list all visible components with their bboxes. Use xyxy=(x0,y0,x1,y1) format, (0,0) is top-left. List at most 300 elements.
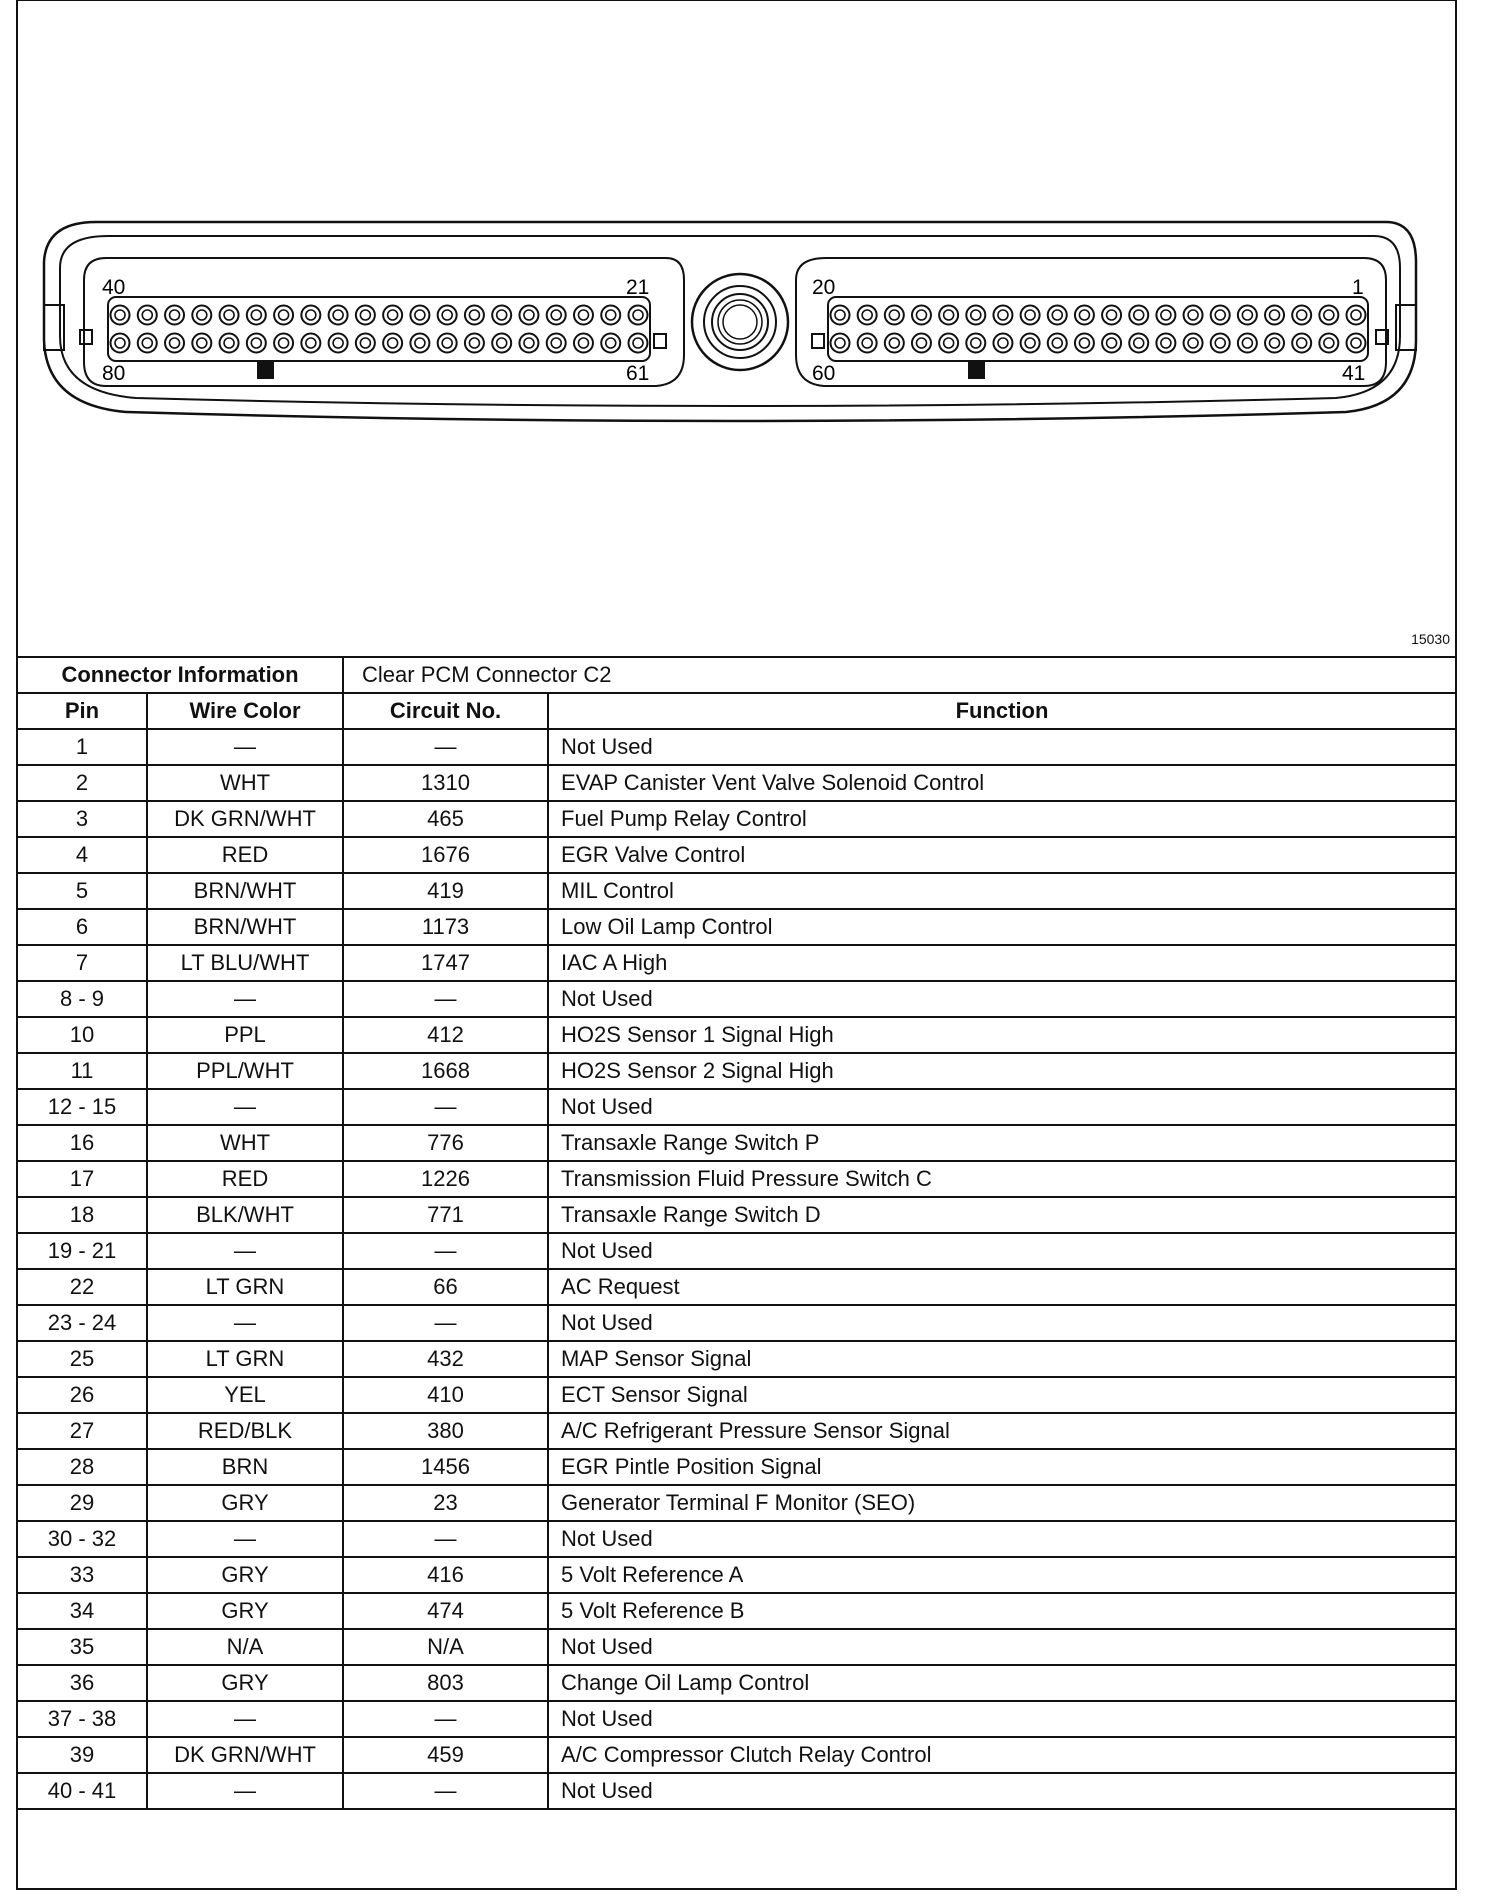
pin-cavity-inner xyxy=(497,338,507,348)
wire-color-cell: N/A xyxy=(147,1629,343,1665)
table-row xyxy=(17,909,1456,945)
pin-cavity xyxy=(438,334,457,353)
pin-cavity xyxy=(138,306,157,325)
pin-cavity-inner xyxy=(1215,338,1225,348)
pin-cavity-inner xyxy=(524,310,534,320)
pin-cavity-inner xyxy=(1134,310,1144,320)
pin-cavity xyxy=(1319,334,1338,353)
pin-cavity-inner xyxy=(1351,310,1361,320)
pin-cavity-inner xyxy=(1161,310,1171,320)
label-pin-40: 40 xyxy=(102,276,126,299)
pin-cavity-inner xyxy=(415,338,425,348)
header-row xyxy=(17,693,1456,729)
pin-cell: 34 xyxy=(17,1593,147,1629)
pin-cavity xyxy=(1156,306,1175,325)
center-post xyxy=(692,274,788,370)
pin-cavity-inner xyxy=(606,338,616,348)
pin-cavity-inner xyxy=(360,310,370,320)
pin-cavity xyxy=(885,334,904,353)
wire-color-cell: — xyxy=(147,1773,343,1809)
circuit-cell: — xyxy=(343,981,548,1017)
table-row xyxy=(17,1233,1456,1269)
circuit-cell: 432 xyxy=(343,1341,548,1377)
pin-cell: 29 xyxy=(17,1485,147,1521)
pin-cell: 12 - 15 xyxy=(17,1089,147,1125)
pin-cavity-inner xyxy=(115,310,125,320)
pin-cavity xyxy=(1319,306,1338,325)
pin-cavity xyxy=(274,334,293,353)
pin-cell: 39 xyxy=(17,1737,147,1773)
wire-color-cell: — xyxy=(147,1233,343,1269)
circuit-cell: 465 xyxy=(343,801,548,837)
wire-color-cell: PPL xyxy=(147,1017,343,1053)
pin-cavity xyxy=(111,334,130,353)
pin-cavity xyxy=(858,306,877,325)
table-row xyxy=(17,1269,1456,1305)
pin-cavity-inner xyxy=(524,338,534,348)
circuit-cell: — xyxy=(343,1233,548,1269)
pin-cavity-inner xyxy=(578,338,588,348)
pin-cavity xyxy=(912,306,931,325)
pin-cavity-inner xyxy=(862,338,872,348)
wire-color-cell: — xyxy=(147,1089,343,1125)
circuit-cell: 1456 xyxy=(343,1449,548,1485)
pin-cavity xyxy=(383,306,402,325)
pin-cavity-inner xyxy=(916,310,926,320)
left-pin-block xyxy=(84,258,684,386)
wire-color-cell: RED/BLK xyxy=(147,1413,343,1449)
pin-cavity-inner xyxy=(551,338,561,348)
table-row xyxy=(17,1773,1456,1809)
pin-cell: 4 xyxy=(17,837,147,873)
wire-color-cell: BRN/WHT xyxy=(147,873,343,909)
circuit-cell: — xyxy=(343,1521,548,1557)
pin-cell: 6 xyxy=(17,909,147,945)
pin-cavity xyxy=(356,306,375,325)
pin-cell: 3 xyxy=(17,801,147,837)
header-pin: Pin xyxy=(17,693,147,729)
table-row xyxy=(17,801,1456,837)
wire-color-cell: — xyxy=(147,729,343,765)
pin-cavity xyxy=(247,334,266,353)
pin-cavity xyxy=(1102,306,1121,325)
pin-cavity-inner xyxy=(306,338,316,348)
pin-cell: 17 xyxy=(17,1161,147,1197)
pin-cavity xyxy=(438,306,457,325)
connector-info-label: Connector Information xyxy=(17,657,343,693)
pin-cavity-inner xyxy=(971,338,981,348)
pin-cavity xyxy=(547,306,566,325)
pin-cavity-inner xyxy=(1161,338,1171,348)
wire-color-cell: BRN xyxy=(147,1449,343,1485)
label-pin-60: 60 xyxy=(812,362,836,385)
circuit-cell: 1676 xyxy=(343,837,548,873)
pin-cavity-inner xyxy=(916,338,926,348)
function-cell: Not Used xyxy=(548,1701,1456,1737)
pin-cavity xyxy=(574,334,593,353)
pin-cavity-inner xyxy=(606,310,616,320)
pin-cavity xyxy=(601,306,620,325)
pin-cell: 25 xyxy=(17,1341,147,1377)
function-cell: Not Used xyxy=(548,1629,1456,1665)
pin-cavity-inner xyxy=(170,310,180,320)
figure-id: 15030 xyxy=(1411,631,1450,647)
pin-cavity-inner xyxy=(1188,338,1198,348)
pin-cavity-inner xyxy=(998,338,1008,348)
pin-cavity xyxy=(192,306,211,325)
table-row xyxy=(17,837,1456,873)
pin-cavity xyxy=(1075,306,1094,325)
pin-cavity-inner xyxy=(469,310,479,320)
table-row xyxy=(17,1017,1456,1053)
table-row xyxy=(17,729,1456,765)
circuit-cell: 23 xyxy=(343,1485,548,1521)
table-row xyxy=(17,1197,1456,1233)
pin-cavity xyxy=(1129,306,1148,325)
pin-cell: 8 - 9 xyxy=(17,981,147,1017)
wire-color-cell: YEL xyxy=(147,1377,343,1413)
wire-color-cell: LT GRN xyxy=(147,1341,343,1377)
wire-color-cell: DK GRN/WHT xyxy=(147,1737,343,1773)
pin-cavity xyxy=(939,334,958,353)
header-wire-color: Wire Color xyxy=(147,693,343,729)
pin-cavity xyxy=(1184,306,1203,325)
pin-cavity xyxy=(410,334,429,353)
table-row xyxy=(17,1341,1456,1377)
pin-cell: 35 xyxy=(17,1629,147,1665)
pin-cavity-inner xyxy=(142,338,152,348)
circuit-cell: — xyxy=(343,1305,548,1341)
pin-cavity-inner xyxy=(251,338,261,348)
pin-cavity xyxy=(274,306,293,325)
pin-cavity-inner xyxy=(279,310,289,320)
pin-cavity-inner xyxy=(1297,310,1307,320)
pin-cavity xyxy=(1129,334,1148,353)
pin-cavity xyxy=(301,306,320,325)
label-pin-80: 80 xyxy=(102,362,126,385)
wire-color-cell: WHT xyxy=(147,765,343,801)
pin-cavity-inner xyxy=(1297,338,1307,348)
table-row xyxy=(17,945,1456,981)
circuit-cell: 1310 xyxy=(343,765,548,801)
wire-color-cell: GRY xyxy=(147,1665,343,1701)
pin-cavity-inner xyxy=(944,310,954,320)
table-row xyxy=(17,1305,1456,1341)
function-cell: Generator Terminal F Monitor (SEO) xyxy=(548,1485,1456,1521)
pin-cavity-inner xyxy=(197,338,207,348)
pin-cell: 2 xyxy=(17,765,147,801)
pin-cavity-inner xyxy=(889,310,899,320)
label-pin-1: 1 xyxy=(1352,276,1364,299)
wire-color-cell: DK GRN/WHT xyxy=(147,801,343,837)
pin-cavity-inner xyxy=(862,310,872,320)
pin-cavity xyxy=(465,334,484,353)
function-cell: A/C Compressor Clutch Relay Control xyxy=(548,1737,1456,1773)
connector-pinout-table xyxy=(16,656,1457,1810)
pin-cavity xyxy=(1211,306,1230,325)
circuit-cell: 459 xyxy=(343,1737,548,1773)
pin-cavity xyxy=(1156,334,1175,353)
pin-cell: 11 xyxy=(17,1053,147,1089)
pin-cavity xyxy=(629,334,648,353)
header-function: Function xyxy=(548,693,1456,729)
pin-cavity xyxy=(220,306,239,325)
pin-cavity-inner xyxy=(998,310,1008,320)
pin-cavity xyxy=(519,306,538,325)
pin-cavity-inner xyxy=(1079,338,1089,348)
function-cell: MIL Control xyxy=(548,873,1456,909)
pin-cell: 5 xyxy=(17,873,147,909)
function-cell: Low Oil Lamp Control xyxy=(548,909,1456,945)
pin-cavity-inner xyxy=(333,338,343,348)
function-cell: Not Used xyxy=(548,1773,1456,1809)
pin-cavity xyxy=(1211,334,1230,353)
header-circuit-no: Circuit No. xyxy=(343,693,548,729)
circuit-cell: 66 xyxy=(343,1269,548,1305)
circuit-cell: 419 xyxy=(343,873,548,909)
wire-color-cell: — xyxy=(147,1701,343,1737)
pin-cavity xyxy=(247,306,266,325)
pin-cavity-inner xyxy=(1052,310,1062,320)
pin-cavity xyxy=(192,334,211,353)
pin-cavity xyxy=(831,306,850,325)
wire-color-cell: — xyxy=(147,981,343,1017)
pin-cavity xyxy=(912,334,931,353)
function-cell: EGR Pintle Position Signal xyxy=(548,1449,1456,1485)
pin-cavity-inner xyxy=(333,310,343,320)
pin-cavity xyxy=(329,306,348,325)
wire-color-cell: — xyxy=(147,1521,343,1557)
pin-cell: 26 xyxy=(17,1377,147,1413)
pin-cavity-inner xyxy=(115,338,125,348)
circuit-cell: 803 xyxy=(343,1665,548,1701)
wire-color-cell: GRY xyxy=(147,1557,343,1593)
wire-color-cell: RED xyxy=(147,837,343,873)
table-row xyxy=(17,1701,1456,1737)
pin-cavity-inner xyxy=(633,338,643,348)
pin-cavity-inner xyxy=(415,310,425,320)
pin-cavity-inner xyxy=(578,310,588,320)
connector-diagram xyxy=(16,0,1457,650)
function-cell: Transaxle Range Switch P xyxy=(548,1125,1456,1161)
wire-color-cell: BRN/WHT xyxy=(147,909,343,945)
pin-cavity-inner xyxy=(497,310,507,320)
pin-cavity xyxy=(1021,306,1040,325)
circuit-cell: 412 xyxy=(343,1017,548,1053)
pin-cell: 33 xyxy=(17,1557,147,1593)
table-row xyxy=(17,1377,1456,1413)
pin-cavity xyxy=(993,306,1012,325)
pin-cavity-inner xyxy=(388,310,398,320)
pin-cell: 7 xyxy=(17,945,147,981)
label-pin-21: 21 xyxy=(626,276,650,299)
pin-cavity-inner xyxy=(889,338,899,348)
circuit-cell: — xyxy=(343,1773,548,1809)
pin-cavity xyxy=(492,306,511,325)
table-row xyxy=(17,1125,1456,1161)
pin-cavity-inner xyxy=(1052,338,1062,348)
pin-cavity-inner xyxy=(1025,338,1035,348)
pin-cavity-inner xyxy=(442,338,452,348)
pin-cavity-inner xyxy=(1107,338,1117,348)
function-cell: 5 Volt Reference A xyxy=(548,1557,1456,1593)
pin-cavity-inner xyxy=(170,338,180,348)
circuit-cell: — xyxy=(343,1701,548,1737)
function-cell: AC Request xyxy=(548,1269,1456,1305)
pin-cavity xyxy=(939,306,958,325)
function-cell: Not Used xyxy=(548,1233,1456,1269)
function-cell: 5 Volt Reference B xyxy=(548,1593,1456,1629)
pin-cavity-inner xyxy=(835,338,845,348)
pin-cavity xyxy=(629,306,648,325)
pin-cavity xyxy=(1292,334,1311,353)
circuit-cell: N/A xyxy=(343,1629,548,1665)
pin-cavity xyxy=(1292,306,1311,325)
function-cell: Not Used xyxy=(548,1089,1456,1125)
function-cell: EGR Valve Control xyxy=(548,837,1456,873)
table-row xyxy=(17,981,1456,1017)
table-row xyxy=(17,1161,1456,1197)
connector-info-value: Clear PCM Connector C2 xyxy=(343,657,1456,693)
pin-cavity-inner xyxy=(142,310,152,320)
pin-cavity-inner xyxy=(251,310,261,320)
pin-cavity xyxy=(356,334,375,353)
pin-cavity xyxy=(492,334,511,353)
pin-cavity-inner xyxy=(1188,310,1198,320)
function-cell: IAC A High xyxy=(548,945,1456,981)
pin-cell: 37 - 38 xyxy=(17,1701,147,1737)
wire-color-cell: WHT xyxy=(147,1125,343,1161)
function-cell: Transaxle Range Switch D xyxy=(548,1197,1456,1233)
pin-cavity xyxy=(1347,334,1366,353)
table-row xyxy=(17,1053,1456,1089)
pin-cavity xyxy=(519,334,538,353)
table-row xyxy=(17,1521,1456,1557)
pin-cavity xyxy=(1238,306,1257,325)
wire-color-cell: BLK/WHT xyxy=(147,1197,343,1233)
pin-cavity-inner xyxy=(1242,338,1252,348)
circuit-cell: 1747 xyxy=(343,945,548,981)
pin-cell: 16 xyxy=(17,1125,147,1161)
table-row xyxy=(17,1557,1456,1593)
function-cell: ECT Sensor Signal xyxy=(548,1377,1456,1413)
pin-cell: 27 xyxy=(17,1413,147,1449)
pin-cavities xyxy=(111,306,1366,353)
pin-cavity xyxy=(383,334,402,353)
pin-cavity xyxy=(329,334,348,353)
wire-color-cell: GRY xyxy=(147,1593,343,1629)
pin-cavity-inner xyxy=(224,310,234,320)
pin-cavity-inner xyxy=(388,338,398,348)
circuit-cell: 1173 xyxy=(343,909,548,945)
table-row xyxy=(17,765,1456,801)
pin-cell: 23 - 24 xyxy=(17,1305,147,1341)
pin-cell: 19 - 21 xyxy=(17,1233,147,1269)
wire-color-cell: LT GRN xyxy=(147,1269,343,1305)
pin-cavity xyxy=(165,334,184,353)
pin-cavity xyxy=(1048,306,1067,325)
circuit-cell: 474 xyxy=(343,1593,548,1629)
table-row xyxy=(17,1413,1456,1449)
pin-cavity xyxy=(1347,306,1366,325)
table-row xyxy=(17,1485,1456,1521)
function-cell: Not Used xyxy=(548,729,1456,765)
pin-cell: 30 - 32 xyxy=(17,1521,147,1557)
pin-cavity-inner xyxy=(1107,310,1117,320)
pin-cell: 22 xyxy=(17,1269,147,1305)
pin-cell: 18 xyxy=(17,1197,147,1233)
pin-cavity xyxy=(601,334,620,353)
function-cell: HO2S Sensor 1 Signal High xyxy=(548,1017,1456,1053)
pin-cell: 10 xyxy=(17,1017,147,1053)
pin-cavity xyxy=(1102,334,1121,353)
circuit-cell: — xyxy=(343,729,548,765)
function-cell: Transmission Fluid Pressure Switch C xyxy=(548,1161,1456,1197)
function-cell: MAP Sensor Signal xyxy=(548,1341,1456,1377)
connector-info-row xyxy=(17,657,1456,693)
circuit-cell: 771 xyxy=(343,1197,548,1233)
pin-cavity xyxy=(1265,306,1284,325)
function-cell: Fuel Pump Relay Control xyxy=(548,801,1456,837)
pin-cavity xyxy=(547,334,566,353)
circuit-cell: 776 xyxy=(343,1125,548,1161)
pin-cavity xyxy=(966,334,985,353)
pin-cavity-inner xyxy=(1242,310,1252,320)
wire-color-cell: LT BLU/WHT xyxy=(147,945,343,981)
pin-cavity xyxy=(301,334,320,353)
pin-cavity-inner xyxy=(633,310,643,320)
pin-cavity xyxy=(858,334,877,353)
pin-cell: 36 xyxy=(17,1665,147,1701)
pin-cavity xyxy=(1184,334,1203,353)
table-row xyxy=(17,1629,1456,1665)
table-row xyxy=(17,1665,1456,1701)
circuit-cell: — xyxy=(343,1089,548,1125)
wire-color-cell: GRY xyxy=(147,1485,343,1521)
wire-color-cell: — xyxy=(147,1305,343,1341)
pin-cavity-inner xyxy=(1215,310,1225,320)
function-cell: Not Used xyxy=(548,1305,1456,1341)
pin-cavity xyxy=(885,306,904,325)
left-key xyxy=(257,362,274,379)
pin-cavity xyxy=(574,306,593,325)
pin-cell: 1 xyxy=(17,729,147,765)
circuit-cell: 416 xyxy=(343,1557,548,1593)
circuit-cell: 1226 xyxy=(343,1161,548,1197)
pin-cavity xyxy=(1021,334,1040,353)
pin-cavity-inner xyxy=(1270,310,1280,320)
table-row xyxy=(17,1593,1456,1629)
pin-cavity xyxy=(465,306,484,325)
function-cell: Not Used xyxy=(548,981,1456,1017)
table-row xyxy=(17,1449,1456,1485)
pin-cavity-inner xyxy=(971,310,981,320)
table-row xyxy=(17,1737,1456,1773)
circuit-cell: 1668 xyxy=(343,1053,548,1089)
pin-cavity xyxy=(165,306,184,325)
label-pin-41: 41 xyxy=(1342,362,1366,385)
wire-color-cell: PPL/WHT xyxy=(147,1053,343,1089)
pin-cavity-inner xyxy=(1324,310,1334,320)
circuit-cell: 380 xyxy=(343,1413,548,1449)
pin-cavity xyxy=(138,334,157,353)
function-cell: EVAP Canister Vent Valve Solenoid Control xyxy=(548,765,1456,801)
pin-cavity xyxy=(1265,334,1284,353)
label-pin-61: 61 xyxy=(626,362,650,385)
right-key xyxy=(968,362,985,379)
pin-cavity-inner xyxy=(442,310,452,320)
wire-color-cell: RED xyxy=(147,1161,343,1197)
